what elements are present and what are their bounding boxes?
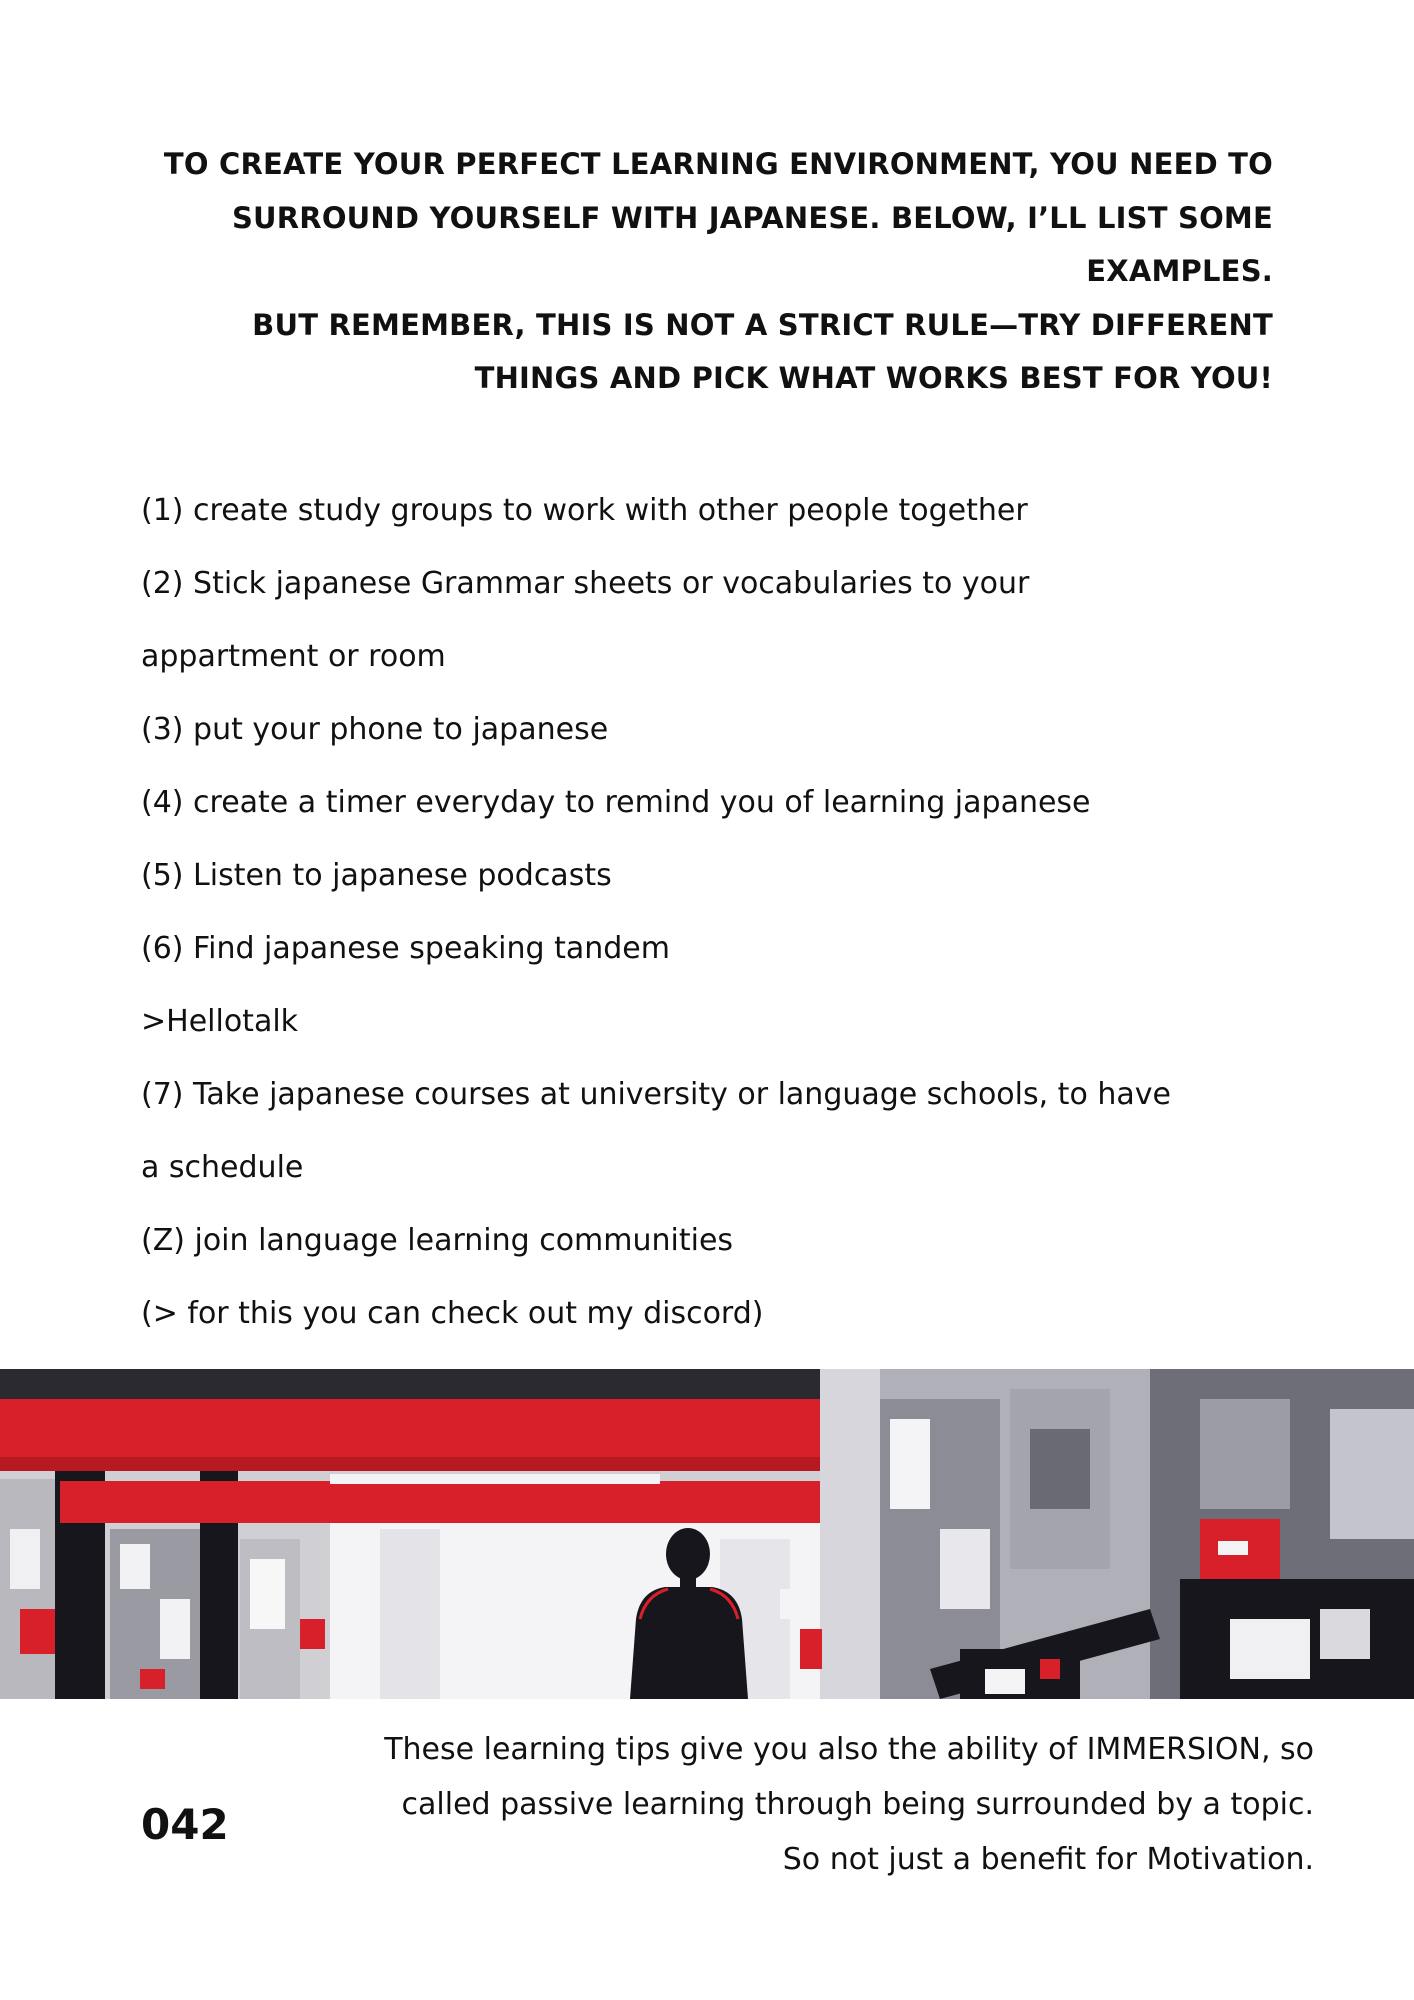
city-street-illustration: [0, 1369, 1414, 1699]
list-line: >Hellotalk: [141, 1004, 299, 1039]
list-line: (3) put your phone to japanese: [141, 712, 609, 747]
list-line: appartment or room: [141, 639, 446, 674]
list-line: (4) create a timer everyday to remind you of learning japanese: [141, 785, 1091, 820]
page-number: 042: [141, 1800, 229, 1849]
list-line: (> for this you can check out my discord): [141, 1296, 764, 1331]
note-line: So not just a benefit for Motivation.: [782, 1842, 1314, 1877]
list-line: a schedule: [141, 1150, 304, 1185]
immersion-note: [270, 1722, 1314, 1887]
list-line: (6) Find japanese speaking tandem: [141, 931, 670, 966]
list-line: (5) Listen to japanese podcasts: [141, 858, 612, 893]
tips-list: [141, 474, 1291, 1350]
intro-paragraph-2: BUT REMEMBER, THIS IS NOT A STRICT RULE—TRY DIFFERENT THINGS AND PICK WHAT WORKS BEST FOR YOU!: [252, 307, 1273, 395]
note-line: called passive learning through being surrounded by a topic.: [401, 1787, 1314, 1822]
list-line: (7) Take japanese courses at university or language schools, to have: [141, 1077, 1171, 1112]
list-line: (2) Stick japanese Grammar sheets or vocabularies to your: [141, 566, 1030, 601]
list-line: (1) create study groups to work with other people together: [141, 493, 1028, 528]
note-line: These learning tips give you also the ability of IMMERSION, so: [384, 1732, 1314, 1767]
intro-heading: [120, 138, 1273, 406]
intro-paragraph-1: TO CREATE YOUR PERFECT LEARNING ENVIRONMENT, YOU NEED TO SURROUND YOURSELF WITH JAPANESE. BELOW, I’LL LIST SOME EXAMPLES.: [163, 147, 1273, 288]
city-street-person-icon: [0, 1369, 1414, 1699]
list-line: (Z) join language learning communities: [141, 1223, 734, 1258]
